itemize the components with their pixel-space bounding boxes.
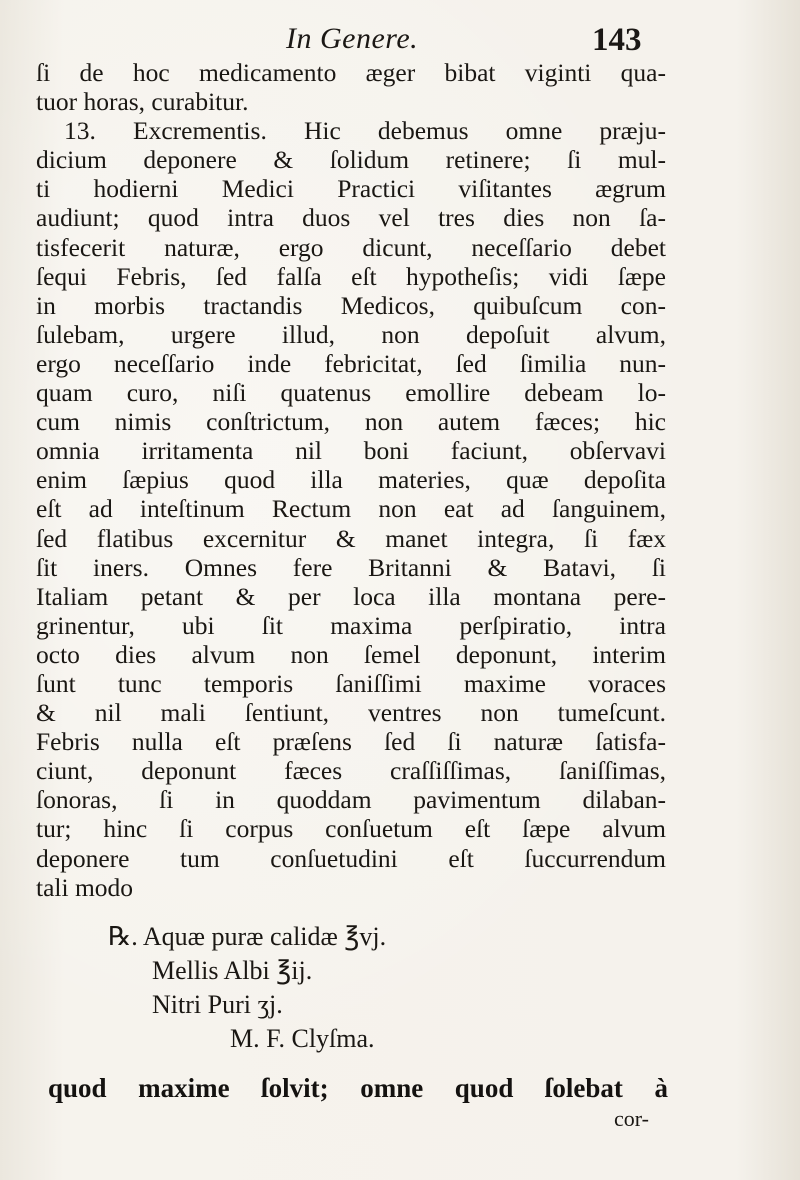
- text-line-10: ſulebam, urgere illud, non depoſuit alvum,: [36, 319, 666, 349]
- text-line-20: grinentur, ubi ſit maxima perſpiratio, intra: [36, 610, 666, 640]
- prescription-block: [108, 920, 628, 1056]
- text-line-15: enim ſæpius quod illa materies, quæ depoſita: [36, 465, 666, 495]
- closing-line: quod maxime ſolvit; omne quod ſolebat à: [48, 1073, 668, 1103]
- text-line-19: Italiam petant & per loca illa montana pere-: [36, 581, 666, 611]
- text-line-12: quam curo, niſi quatenus emollire debeam lo-: [36, 378, 666, 408]
- text-line-7: tisfecerit naturæ, ergo dicunt, neceſſario debet: [36, 232, 666, 262]
- text-line-18: ſit iners. Omnes fere Britanni & Batavi, ſi: [36, 552, 666, 582]
- text-line-25: ciunt, deponunt fæces craſſiſſimas, ſaniſſimas,: [36, 756, 666, 786]
- text-line-13: cum nimis conſtrictum, non autem fæces; hic: [36, 407, 666, 437]
- text-line-14: omnia irritamenta nil boni faciunt, obſervavi: [36, 436, 666, 466]
- main-text-block: [36, 58, 666, 902]
- text-line-24: Febris nulla eſt præſens ſed ſi naturæ ſatisfa-: [36, 727, 666, 757]
- text-line-2: tuor horas, curabitur.: [36, 87, 249, 117]
- text-line-21: octo dies alvum non ſemel deponunt, interim: [36, 639, 666, 669]
- text-line-4: dicium deponere & ſolidum retinere; ſi mul-: [36, 145, 666, 175]
- page-number: 143: [592, 22, 642, 58]
- running-title: In Genere.: [286, 22, 419, 55]
- catchword: cor-: [614, 1106, 649, 1131]
- text-line-28: deponere tum conſuetudini eſt ſuccurrendum: [36, 843, 666, 873]
- prescription-line-1: ℞. Aquæ puræ calidæ ℥vj.: [108, 922, 387, 951]
- text-line-9: in morbis tractandis Medicos, quibuſcum con-: [36, 290, 666, 320]
- prescription-line-3: Nitri Puri ʒj.: [152, 990, 283, 1019]
- text-line-11: ergo neceſſario inde febricitat, ſed ſimilia nun-: [36, 348, 666, 378]
- text-line-17: ſed flatibus excernitur & manet integra, ſi fæx: [36, 523, 666, 553]
- prescription-line-2: Mellis Albi ℥ij.: [152, 956, 313, 985]
- text-line-6: audiunt; quod intra duos vel tres dies non ſa-: [36, 203, 666, 233]
- text-line-23: & nil mali ſentiunt, ventres non tumeſcunt.: [36, 698, 666, 728]
- text-line-3: 13. Excrementis. Hic debemus omne præju-: [64, 116, 666, 146]
- text-line-22: ſunt tunc temporis ſaniſſimi maxime voraces: [36, 668, 666, 698]
- text-line-29: tali modo: [36, 872, 134, 902]
- text-line-26: ſonoras, ſi in quoddam pavimentum dilaban-: [36, 785, 666, 815]
- text-line-1: ſi de hoc medicamento æger bibat viginti qua-: [36, 58, 666, 87]
- prescription-line-4: M. F. Clyſma.: [230, 1024, 375, 1053]
- text-line-16: eſt ad inteſtinum Rectum non eat ad ſanguinem,: [36, 494, 666, 524]
- text-line-5: ti hodierni Medici Practici viſitantes ægrum: [36, 174, 666, 204]
- text-line-8: ſequi Febris, ſed falſa eſt hypotheſis; vidi ſæpe: [36, 261, 666, 291]
- text-line-27: tur; hinc ſi corpus conſuetum eſt ſæpe alvum: [36, 814, 666, 844]
